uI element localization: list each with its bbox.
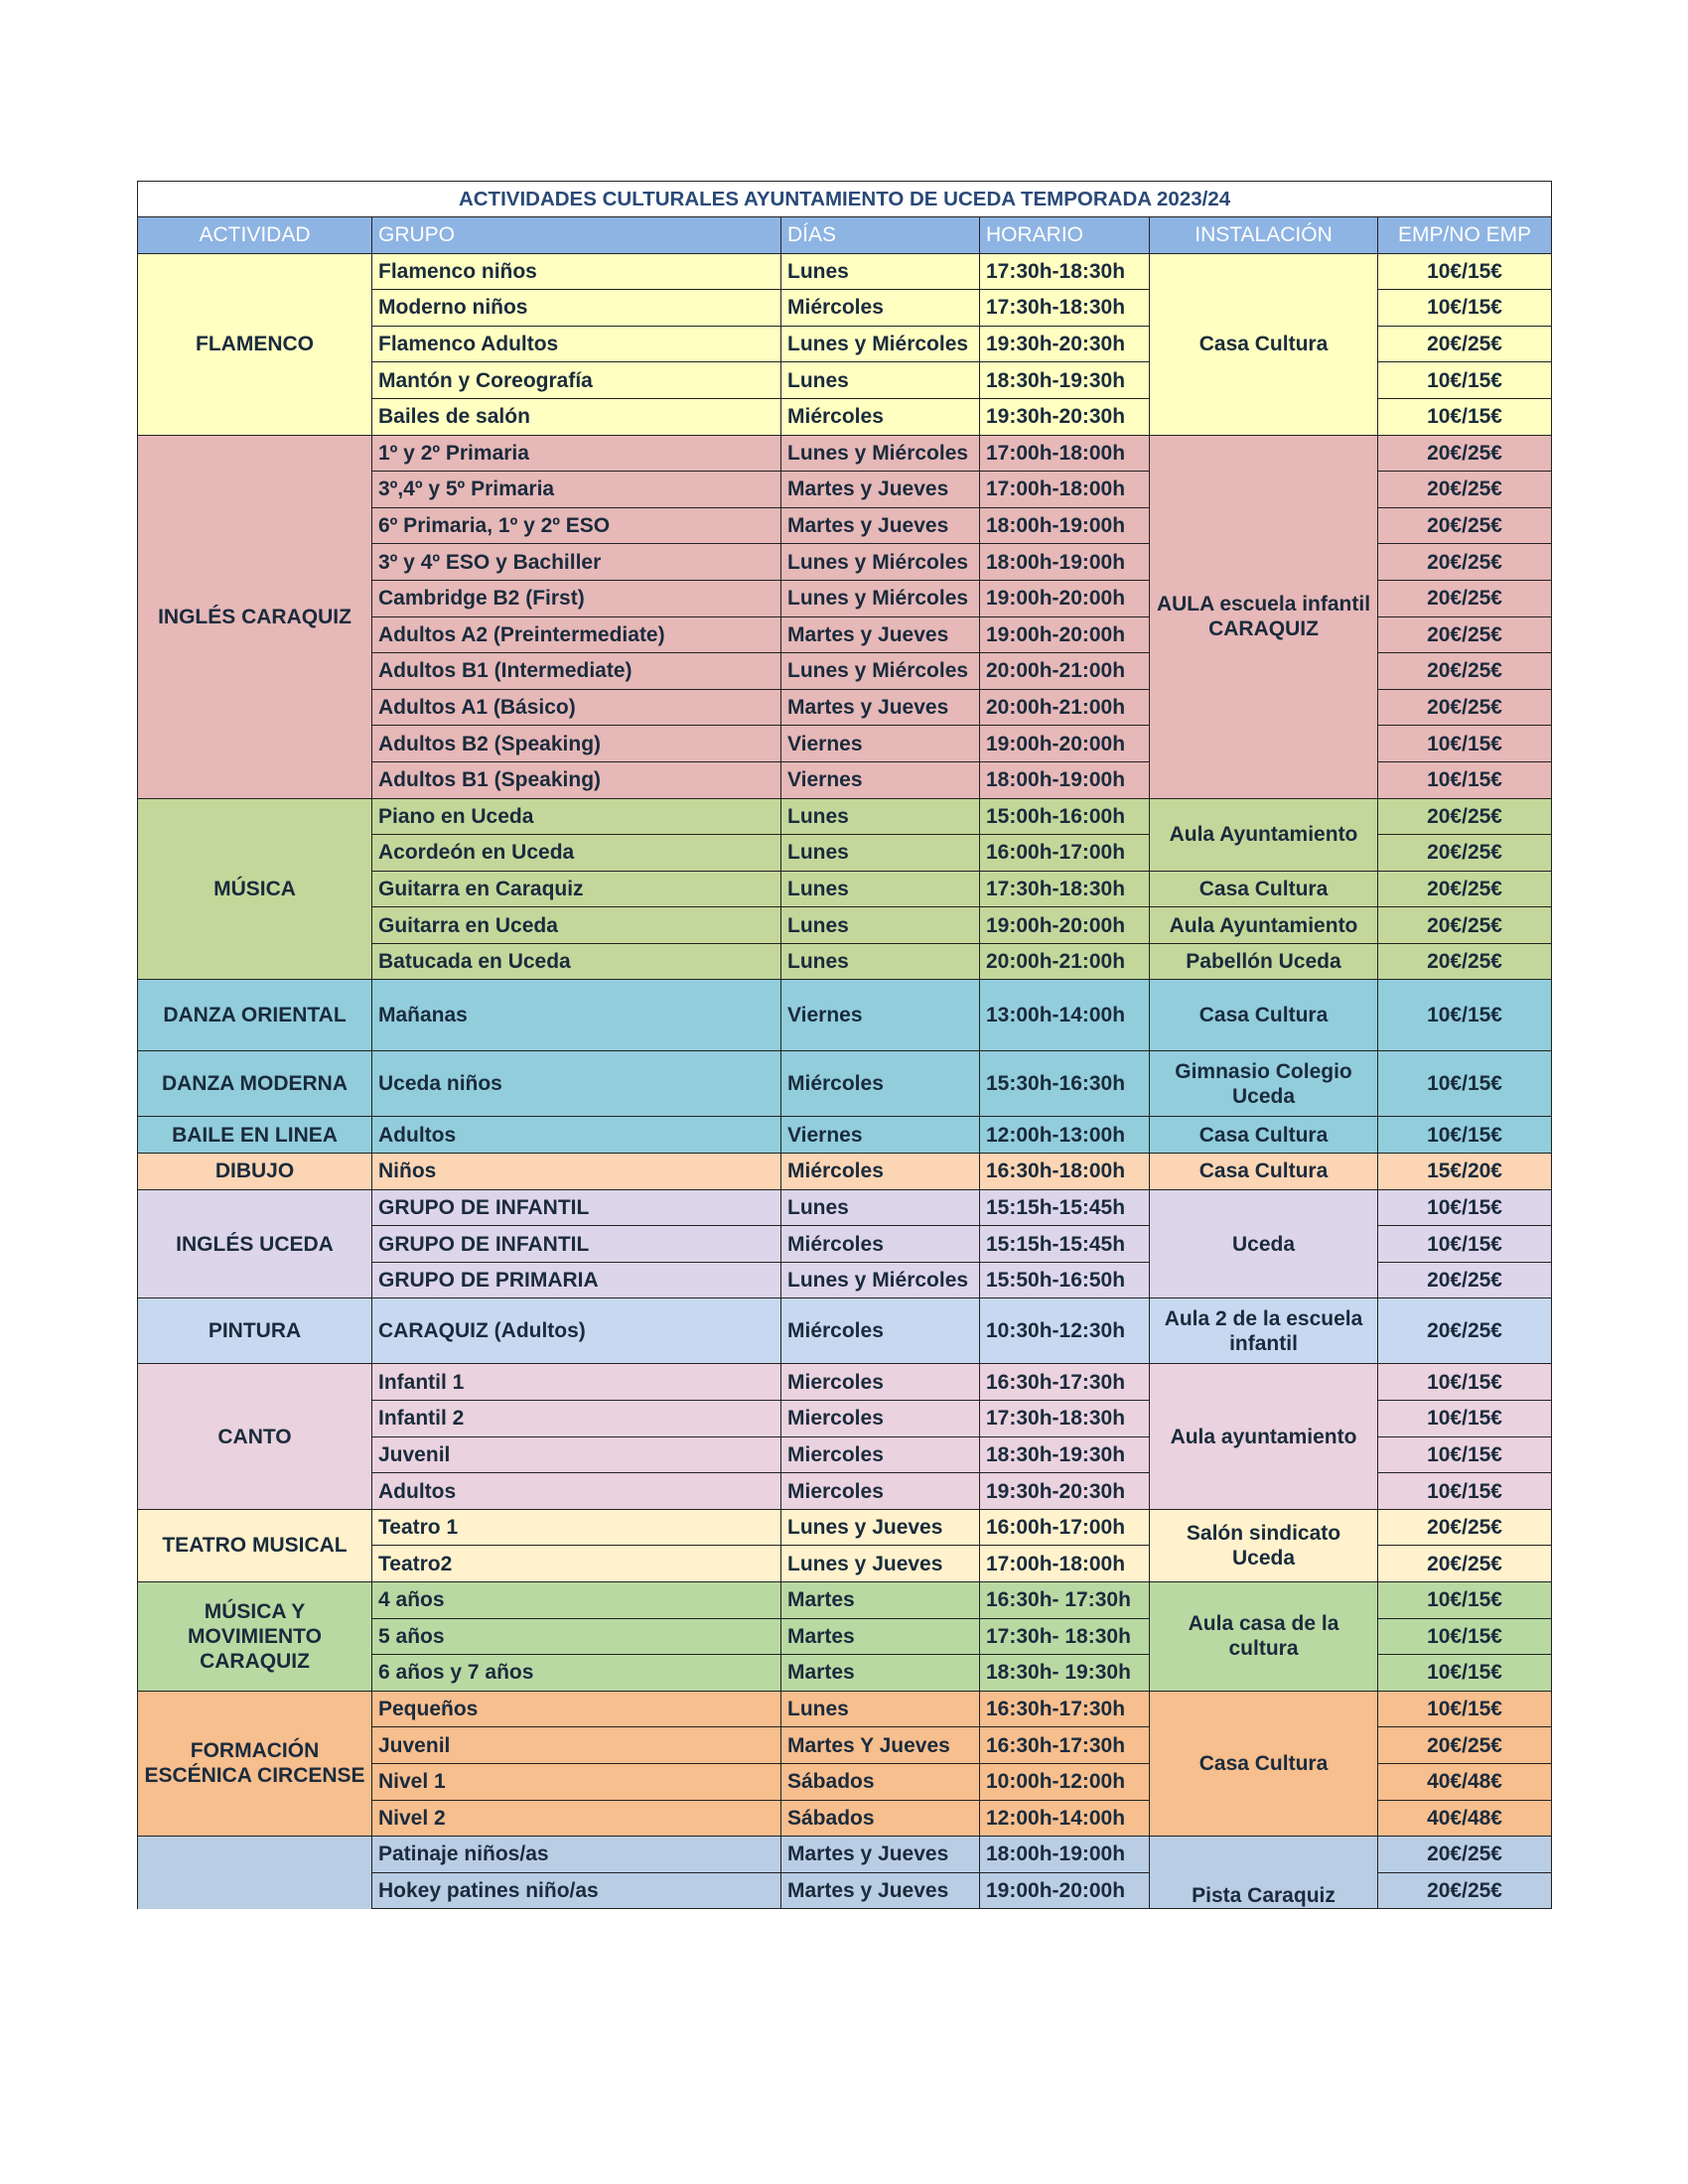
precio-cell: 10€/15€ [1378,1473,1552,1510]
table-row [138,798,1552,835]
table-body [138,253,1552,1909]
horario-cell: 17:30h- 18:30h [980,1618,1150,1655]
dias-cell: Lunes [781,835,980,872]
precio-cell: 20€/25€ [1378,907,1552,944]
grupo-cell: 3º y 4º ESO y Bachiller [372,544,781,581]
precio-cell: 20€/25€ [1378,1872,1552,1909]
grupo-cell: Infantil 2 [372,1401,781,1437]
horario-cell: 16:30h-17:30h [980,1364,1150,1401]
dias-cell: Sábados [781,1763,980,1800]
header-instalacion: INSTALACIÓN [1150,217,1378,254]
activity-cell: TEATRO MUSICAL [138,1509,372,1581]
grupo-cell: 1º y 2º Primaria [372,435,781,472]
activity-cell: DIBUJO [138,1154,372,1190]
grupo-cell: Guitarra en Caraquiz [372,871,781,907]
horario-cell: 19:00h-20:00h [980,580,1150,616]
horario-cell: 19:30h-20:30h [980,326,1150,362]
header-dias: DÍAS [781,217,980,254]
grupo-cell: Adultos A1 (Básico) [372,689,781,726]
horario-cell: 15:30h-16:30h [980,1051,1150,1117]
dias-cell: Lunes y Miércoles [781,544,980,581]
table-row [138,253,1552,290]
horario-cell: 19:00h-20:00h [980,1872,1150,1909]
grupo-cell: Infantil 1 [372,1364,781,1401]
horario-cell: 15:15h-15:45h [980,1189,1150,1226]
grupo-cell: Moderno niños [372,290,781,327]
horario-cell: 19:30h-20:30h [980,398,1150,435]
grupo-cell: Acordeón en Uceda [372,835,781,872]
horario-cell: 17:00h-18:00h [980,1546,1150,1582]
horario-cell: 17:00h-18:00h [980,435,1150,472]
dias-cell: Lunes y Miércoles [781,435,980,472]
instalacion-cell: Casa Cultura [1150,871,1378,907]
precio-cell: 10€/15€ [1378,398,1552,435]
instalacion-cell: Aula 2 de la escuela infantil [1150,1298,1378,1364]
grupo-cell: GRUPO DE PRIMARIA [372,1262,781,1298]
precio-cell: 20€/25€ [1378,1298,1552,1364]
grupo-cell: 5 años [372,1618,781,1655]
instalacion-cell: Uceda [1150,1189,1378,1298]
grupo-cell: Bailes de salón [372,398,781,435]
precio-cell: 10€/15€ [1378,1117,1552,1154]
horario-cell: 19:30h-20:30h [980,1473,1150,1510]
dias-cell: Lunes y Jueves [781,1546,980,1582]
horario-cell: 15:15h-15:45h [980,1226,1150,1263]
precio-cell: 20€/25€ [1378,943,1552,980]
activity-cell: INGLÉS UCEDA [138,1189,372,1298]
grupo-cell: 3º,4º y 5º Primaria [372,472,781,508]
horario-cell: 16:30h-17:30h [980,1691,1150,1727]
grupo-cell: Adultos [372,1473,781,1510]
dias-cell: Martes y Jueves [781,1872,980,1909]
activity-cell: MÚSICA Y MOVIMIENTO CARAQUIZ [138,1582,372,1692]
dias-cell: Lunes [781,907,980,944]
horario-cell: 18:30h-19:30h [980,1436,1150,1473]
header-precio: EMP/NO EMP [1378,217,1552,254]
precio-cell: 40€/48€ [1378,1800,1552,1837]
instalacion-cell: Casa Cultura [1150,980,1378,1051]
grupo-cell: Teatro2 [372,1546,781,1582]
precio-cell: 10€/15€ [1378,1364,1552,1401]
grupo-cell: Uceda niños [372,1051,781,1117]
activities-table [137,181,1552,1909]
horario-cell: 10:00h-12:00h [980,1763,1150,1800]
precio-cell: 10€/15€ [1378,253,1552,290]
precio-cell: 10€/15€ [1378,1655,1552,1692]
activity-cell: FORMACIÓN ESCÉNICA CIRCENSE [138,1691,372,1836]
horario-cell: 17:30h-18:30h [980,253,1150,290]
precio-cell: 10€/15€ [1378,1051,1552,1117]
horario-cell: 18:30h-19:30h [980,362,1150,399]
dias-cell: Martes [781,1582,980,1619]
precio-cell: 20€/25€ [1378,1262,1552,1298]
dias-cell: Martes [781,1618,980,1655]
table-title: ACTIVIDADES CULTURALES AYUNTAMIENTO DE UCEDA TEMPORADA 2023/24 [138,182,1552,217]
precio-cell: 20€/25€ [1378,616,1552,653]
header-actividad: ACTIVIDAD [138,217,372,254]
grupo-cell: Adultos A2 (Preintermediate) [372,616,781,653]
horario-cell: 12:00h-13:00h [980,1117,1150,1154]
dias-cell: Lunes [781,798,980,835]
grupo-cell: Mantón y Coreografía [372,362,781,399]
precio-cell: 15€/20€ [1378,1154,1552,1190]
grupo-cell: Patinaje niños/as [372,1837,781,1873]
grupo-cell: Niños [372,1154,781,1190]
horario-cell: 16:00h-17:00h [980,835,1150,872]
precio-cell: 40€/48€ [1378,1763,1552,1800]
grupo-cell: Flamenco niños [372,253,781,290]
activity-cell: INGLÉS CARAQUIZ [138,435,372,798]
instalacion-cell: Casa Cultura [1150,1117,1378,1154]
horario-cell: 16:00h-17:00h [980,1509,1150,1546]
table-row [138,1298,1552,1364]
instalacion-cell: Casa Cultura [1150,253,1378,435]
table-row [138,435,1552,472]
grupo-cell: GRUPO DE INFANTIL [372,1189,781,1226]
dias-cell: Miércoles [781,1298,980,1364]
precio-cell: 10€/15€ [1378,1401,1552,1437]
horario-cell: 16:30h- 17:30h [980,1582,1150,1619]
dias-cell: Martes y Jueves [781,472,980,508]
instalacion-cell: Gimnasio Colegio Uceda [1150,1051,1378,1117]
activity-cell: PINTURA [138,1298,372,1364]
precio-cell: 20€/25€ [1378,1837,1552,1873]
dias-cell: Viernes [781,1117,980,1154]
horario-cell: 17:30h-18:30h [980,1401,1150,1437]
dias-cell: Miércoles [781,1154,980,1190]
horario-cell: 18:00h-19:00h [980,507,1150,544]
grupo-cell: GRUPO DE INFANTIL [372,1226,781,1263]
dias-cell: Lunes y Miércoles [781,653,980,690]
horario-cell: 20:00h-21:00h [980,653,1150,690]
precio-cell: 10€/15€ [1378,362,1552,399]
horario-cell: 15:00h-16:00h [980,798,1150,835]
activity-cell: BAILE EN LINEA [138,1117,372,1154]
table-row [138,1582,1552,1619]
horario-cell: 19:00h-20:00h [980,616,1150,653]
dias-cell: Martes y Jueves [781,616,980,653]
horario-cell: 17:30h-18:30h [980,871,1150,907]
header-horario: HORARIO [980,217,1150,254]
grupo-cell: CARAQUIZ (Adultos) [372,1298,781,1364]
grupo-cell: Teatro 1 [372,1509,781,1546]
grupo-cell: Pequeños [372,1691,781,1727]
dias-cell: Miercoles [781,1401,980,1437]
header-row [138,217,1552,254]
activity-cell [138,1837,372,1909]
grupo-cell: Cambridge B2 (First) [372,580,781,616]
precio-cell: 20€/25€ [1378,472,1552,508]
dias-cell: Miercoles [781,1436,980,1473]
dias-cell: Miércoles [781,290,980,327]
dias-cell: Lunes [781,1691,980,1727]
horario-cell: 18:00h-19:00h [980,1837,1150,1873]
precio-cell: 10€/15€ [1378,1436,1552,1473]
dias-cell: Sábados [781,1800,980,1837]
grupo-cell: Nivel 2 [372,1800,781,1837]
activity-cell: FLAMENCO [138,253,372,435]
grupo-cell: Flamenco Adultos [372,326,781,362]
dias-cell: Viernes [781,726,980,762]
instalacion-cell: Salón sindicato Uceda [1150,1509,1378,1581]
dias-cell: Lunes y Miércoles [781,580,980,616]
horario-cell: 16:30h-18:00h [980,1154,1150,1190]
horario-cell: 12:00h-14:00h [980,1800,1150,1837]
dias-cell: Lunes y Miércoles [781,1262,980,1298]
dias-cell: Lunes [781,943,980,980]
table-row [138,1691,1552,1727]
precio-cell: 10€/15€ [1378,1582,1552,1619]
precio-cell: 20€/25€ [1378,1727,1552,1764]
precio-cell: 20€/25€ [1378,326,1552,362]
header-grupo: GRUPO [372,217,781,254]
dias-cell: Miercoles [781,1473,980,1510]
table-row [138,1117,1552,1154]
grupo-cell: 6 años y 7 años [372,1655,781,1692]
grupo-cell: Adultos B2 (Speaking) [372,726,781,762]
grupo-cell: 4 años [372,1582,781,1619]
precio-cell: 10€/15€ [1378,1189,1552,1226]
horario-cell: 20:00h-21:00h [980,689,1150,726]
instalacion-cell: Aula Ayuntamiento [1150,907,1378,944]
table-row [138,1189,1552,1226]
grupo-cell: Adultos B1 (Intermediate) [372,653,781,690]
table-row [138,1154,1552,1190]
precio-cell: 20€/25€ [1378,871,1552,907]
dias-cell: Martes y Jueves [781,1837,980,1873]
activity-cell: DANZA ORIENTAL [138,980,372,1051]
horario-cell: 19:00h-20:00h [980,726,1150,762]
horario-cell: 20:00h-21:00h [980,943,1150,980]
dias-cell: Lunes [781,362,980,399]
precio-cell: 20€/25€ [1378,544,1552,581]
instalacion-cell: Aula ayuntamiento [1150,1364,1378,1509]
dias-cell: Lunes [781,1189,980,1226]
precio-cell: 10€/15€ [1378,726,1552,762]
horario-cell: 10:30h-12:30h [980,1298,1150,1364]
precio-cell: 20€/25€ [1378,1546,1552,1582]
precio-cell: 20€/25€ [1378,653,1552,690]
dias-cell: Martes Y Jueves [781,1727,980,1764]
table-row [138,1509,1552,1546]
instalacion-cell: Pabellón Uceda [1150,943,1378,980]
dias-cell: Miércoles [781,1051,980,1117]
instalacion-cell: Casa Cultura [1150,1691,1378,1836]
dias-cell: Viernes [781,761,980,798]
precio-cell: 20€/25€ [1378,798,1552,835]
precio-cell: 10€/15€ [1378,980,1552,1051]
grupo-cell: Mañanas [372,980,781,1051]
precio-cell: 20€/25€ [1378,689,1552,726]
precio-cell: 20€/25€ [1378,580,1552,616]
precio-cell: 10€/15€ [1378,1618,1552,1655]
instalacion-cell: AULA escuela infantil CARAQUIZ [1150,435,1378,798]
grupo-cell: Guitarra en Uceda [372,907,781,944]
activity-cell: CANTO [138,1364,372,1509]
dias-cell: Lunes y Jueves [781,1509,980,1546]
precio-cell: 20€/25€ [1378,507,1552,544]
activity-cell: MÚSICA [138,798,372,980]
horario-cell: 19:00h-20:00h [980,907,1150,944]
grupo-cell: Juvenil [372,1727,781,1764]
instalacion-cell: Pista Caraquiz [1150,1837,1378,1909]
grupo-cell: 6º Primaria, 1º y 2º ESO [372,507,781,544]
instalacion-cell: Aula casa de la cultura [1150,1582,1378,1692]
table-row [138,980,1552,1051]
precio-cell: 10€/15€ [1378,761,1552,798]
dias-cell: Miércoles [781,398,980,435]
dias-cell: Lunes [781,871,980,907]
precio-cell: 20€/25€ [1378,835,1552,872]
precio-cell: 10€/15€ [1378,290,1552,327]
grupo-cell: Adultos B1 (Speaking) [372,761,781,798]
dias-cell: Viernes [781,980,980,1051]
dias-cell: Martes y Jueves [781,689,980,726]
grupo-cell: Nivel 1 [372,1763,781,1800]
grupo-cell: Adultos [372,1117,781,1154]
dias-cell: Miércoles [781,1226,980,1263]
table-row [138,1364,1552,1401]
grupo-cell: Batucada en Uceda [372,943,781,980]
precio-cell: 10€/15€ [1378,1226,1552,1263]
horario-cell: 18:00h-19:00h [980,761,1150,798]
grupo-cell: Hokey patines niño/as [372,1872,781,1909]
precio-cell: 10€/15€ [1378,1691,1552,1727]
horario-cell: 15:50h-16:50h [980,1262,1150,1298]
table-row [138,1837,1552,1873]
activity-cell: DANZA MODERNA [138,1051,372,1117]
horario-cell: 17:00h-18:00h [980,472,1150,508]
dias-cell: Martes y Jueves [781,507,980,544]
horario-cell: 17:30h-18:30h [980,290,1150,327]
horario-cell: 13:00h-14:00h [980,980,1150,1051]
grupo-cell: Juvenil [372,1436,781,1473]
dias-cell: Lunes y Miércoles [781,326,980,362]
horario-cell: 18:00h-19:00h [980,544,1150,581]
precio-cell: 20€/25€ [1378,1509,1552,1546]
precio-cell: 20€/25€ [1378,435,1552,472]
dias-cell: Miercoles [781,1364,980,1401]
table-row [138,1051,1552,1117]
dias-cell: Lunes [781,253,980,290]
instalacion-cell: Aula Ayuntamiento [1150,798,1378,871]
dias-cell: Martes [781,1655,980,1692]
horario-cell: 16:30h-17:30h [980,1727,1150,1764]
horario-cell: 18:30h- 19:30h [980,1655,1150,1692]
grupo-cell: Piano en Uceda [372,798,781,835]
instalacion-cell: Casa Cultura [1150,1154,1378,1190]
